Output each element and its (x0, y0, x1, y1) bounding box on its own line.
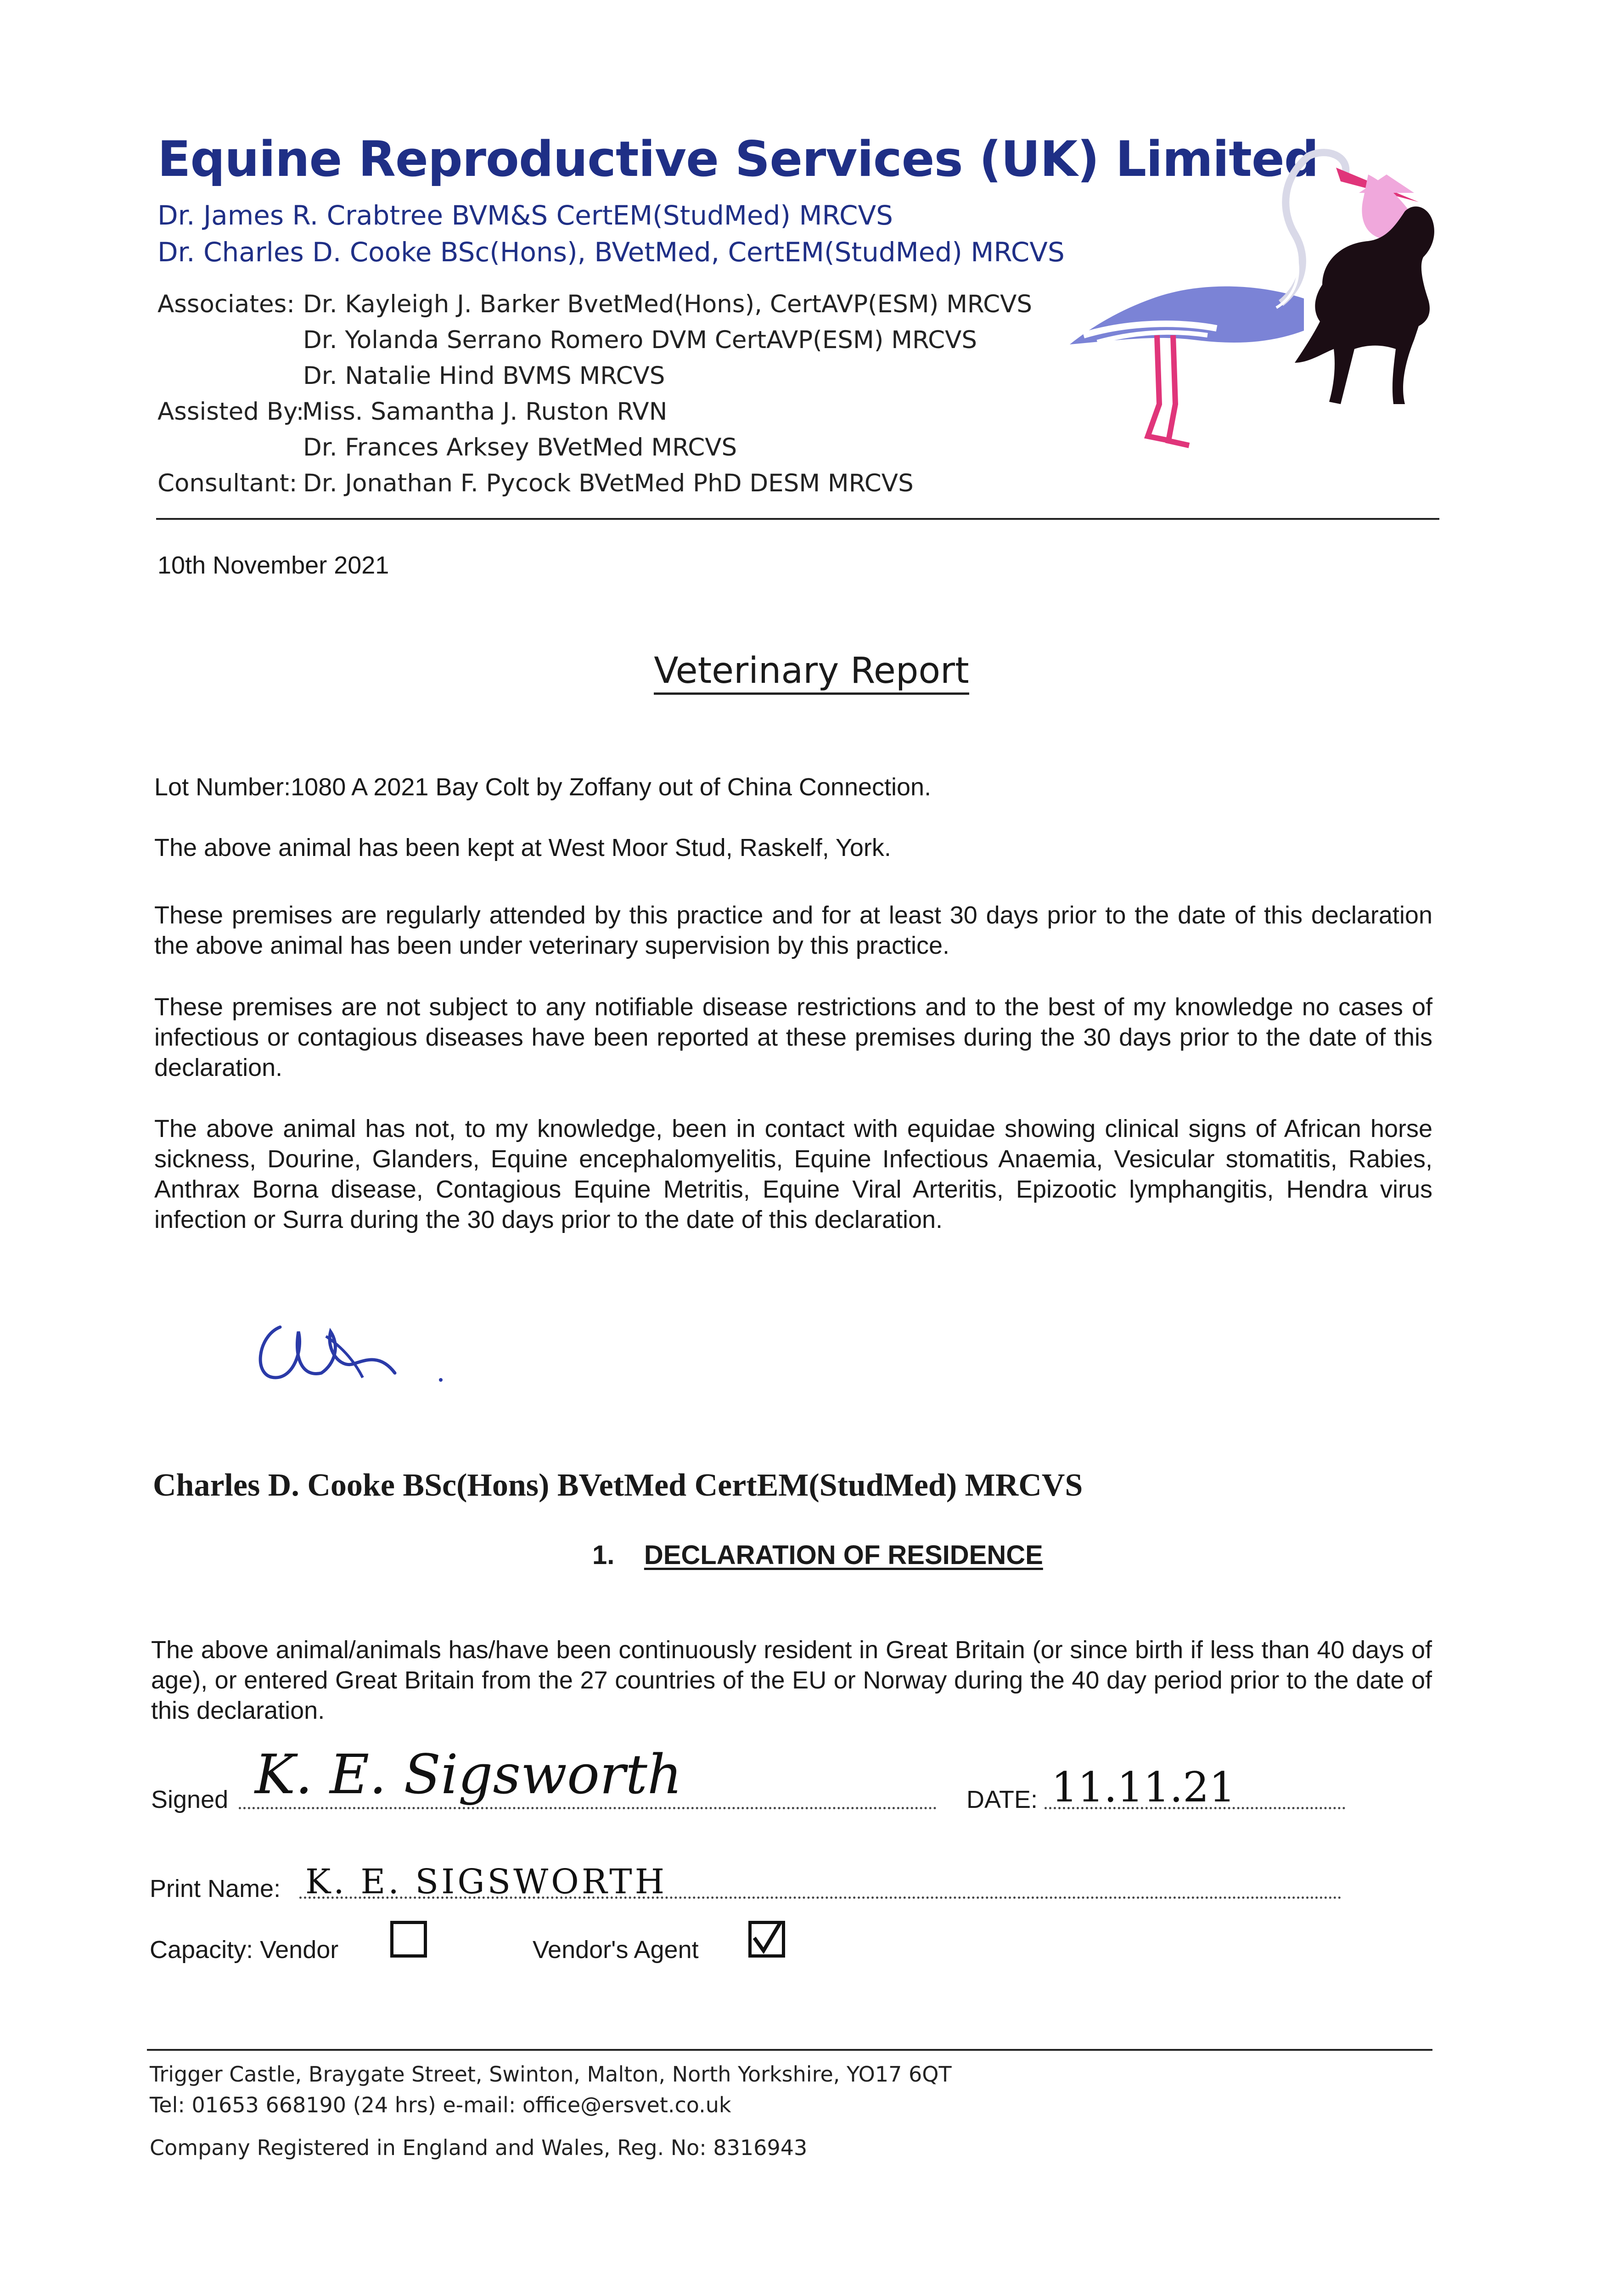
vendor-checkbox[interactable] (390, 1921, 427, 1958)
signatory-name: Charles D. Cooke BSc(Hons) BVetMed CertEM(StudMed) MRCVS (153, 1468, 1083, 1503)
assisted-label: Assisted By: (157, 398, 304, 426)
date-label: DATE: (966, 1786, 1038, 1813)
report-title-text: Veterinary Report (654, 650, 969, 695)
signed-line (239, 1807, 937, 1809)
signed-label: Signed (151, 1786, 229, 1813)
header-divider (156, 518, 1439, 520)
lot-paragraph: Lot Number:1080 A 2021 Bay Colt by Zoffany out of China Connection. (154, 773, 932, 801)
check-icon (752, 1924, 782, 1954)
declaration-text: The above animal/animals has/have been continuously resident in Great Britain (or since birth if less than 40 days of age), or entered Great Britain from the 27 countries of the EU or Norway during the 40 day period prior to the date of this declaration. (151, 1636, 1432, 1724)
kept-paragraph: The above animal has been kept at West Moor Stud, Raskelf, York. (154, 834, 891, 861)
footer-registration: Company Registered in England and Wales, Reg. No: 8316943 (150, 2135, 808, 2160)
associate-name: Dr. Natalie Hind BVMS MRCVS (303, 362, 665, 390)
vet-signature-icon (248, 1309, 459, 1391)
associate-name: Dr. Kayleigh J. Barker BvetMed(Hons), CertAVP(ESM) MRCVS (303, 290, 1033, 318)
date-handwriting: 11.11.21 (1051, 1763, 1236, 1812)
footer-contact: Tel: 01653 668190 (24 hrs) e-mail: office@ersvet.co.uk (150, 2093, 731, 2117)
declaration-heading (592, 1540, 1043, 1570)
partner-name: Dr. James R. Crabtree BVM&S CertEM(StudMed) MRCVS (157, 200, 893, 231)
premises-attended-paragraph: These premises are regularly attended by this practice and for at least 30 days prior to the date of this declaration the above animal has been under veterinary supervision by this practice. (154, 901, 1432, 959)
footer-divider (147, 2049, 1432, 2051)
footer-address: Trigger Castle, Braygate Street, Swinton, Malton, North Yorkshire, YO17 6QT (150, 2062, 952, 2087)
assistant-name: Miss. Samantha J. Ruston RVN (302, 398, 668, 426)
partner-name: Dr. Charles D. Cooke BSc(Hons), BVetMed, CertEM(StudMed) MRCVS (157, 236, 1065, 268)
declaration-title: DECLARATION OF RESIDENCE (644, 1540, 1043, 1570)
signed-handwriting: K. E. Sigsworth (255, 1743, 682, 1806)
vendor-agent-label: Vendor's Agent (533, 1936, 699, 1964)
consultant-label: Consultant: (157, 469, 298, 497)
stork-horse-logo-icon (1065, 147, 1442, 450)
assistant-name: Dr. Frances Arksey BVetMed MRCVS (303, 433, 737, 461)
vendor-agent-checkbox[interactable] (748, 1921, 785, 1958)
company-name: Equine Reproductive Services (UK) Limited (157, 131, 1319, 187)
no-disease-paragraph: These premises are not subject to any notifiable disease restrictions and to the best of my knowledge no cases of infectious or contagious diseases have been reported at these premises during the 30 days prior to the date of this declaration. (154, 993, 1432, 1081)
report-title (0, 650, 1623, 692)
no-contact-paragraph: The above animal has not, to my knowledge, been in contact with equidae showing clinical signs of African horse sickness, Dourine, Glanders, Equine encephalomyelitis, Equine Infectious Anaemia, Vesicular stomatitis, Rabies, Anthrax Borna disease, Contagious Equine Metritis, Equine Viral Arteritis, Epizootic lymphangitis, Hendra virus infection or Surra during the 30 days prior to the date of this declaration. (154, 1115, 1432, 1233)
print-name-label: Print Name: (150, 1875, 281, 1902)
associates-label: Associates: (157, 290, 295, 318)
report-date: 10th November 2021 (157, 551, 389, 579)
consultant-name: Dr. Jonathan F. Pycock BVetMed PhD DESM MRCVS (303, 469, 914, 497)
capacity-label: Capacity: Vendor (150, 1936, 339, 1964)
print-name-handwriting: K. E. SIGSWORTH (305, 1862, 668, 1902)
declaration-number: 1. (592, 1540, 615, 1570)
associate-name: Dr. Yolanda Serrano Romero DVM CertAVP(ESM) MRCVS (303, 326, 977, 354)
